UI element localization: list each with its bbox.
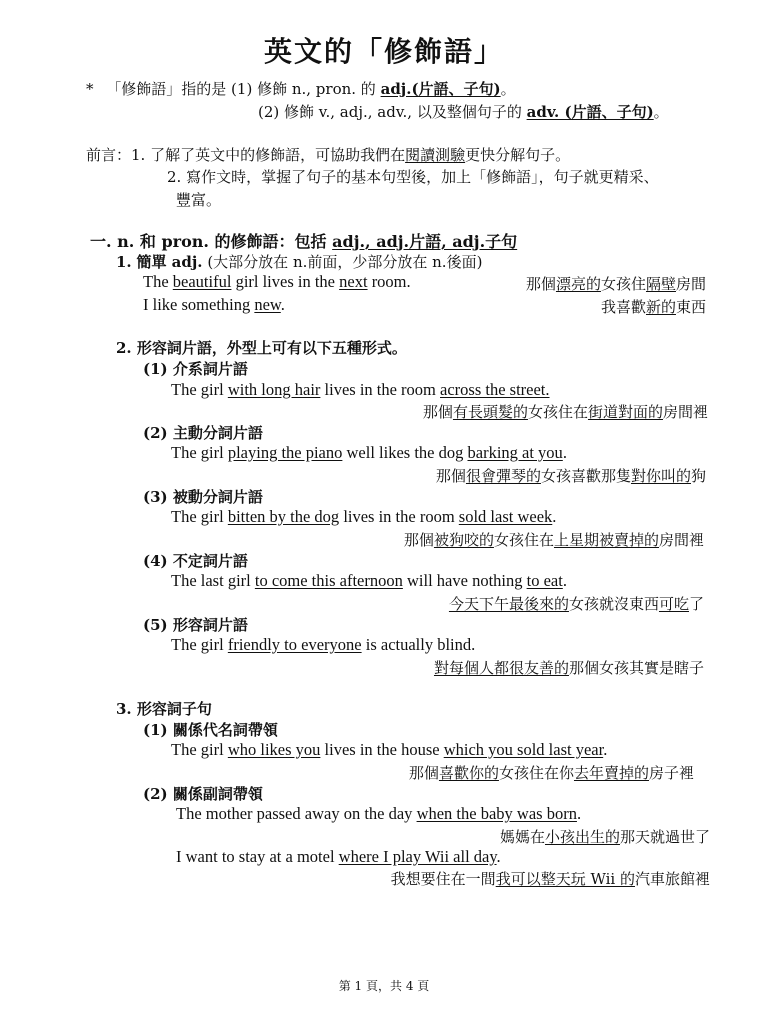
example-2-chinese <box>601 296 706 317</box>
ex1-underline-1: beautiful <box>172 272 232 291</box>
preface-underline: 閱讀測驗 <box>405 146 466 164</box>
section-2-item-5-chinese <box>434 657 704 678</box>
section-2-heading: 2. 形容詞片語，外型上可有以下五種形式。 <box>116 339 407 357</box>
zh-b: 那個女孩其實是瞎子 <box>568 659 704 677</box>
en-a: The girl <box>171 443 228 462</box>
section-2-item-1-label <box>143 358 248 379</box>
section-2-item-2-chinese <box>436 465 706 486</box>
preface-line-2: 2. 寫作文時，掌握了句子的基本句型後，加上「修飾語」，句子就更精采、 <box>167 168 659 186</box>
item-number: (4) <box>143 552 168 570</box>
en-b: lives in the house <box>320 740 444 759</box>
en-underline-1: bitten by the dog <box>227 507 340 526</box>
section-2-item-5-english <box>171 635 475 655</box>
section-2-item-4-english <box>171 571 567 591</box>
en-underline-2: which you sold last year <box>443 740 604 759</box>
zh2-a: 我想要住在一間 <box>390 870 496 888</box>
ex1-zh-a: 那個 <box>525 275 556 293</box>
en2-underline: where I play Wii all day <box>338 847 497 866</box>
item-label: 介系詞片語 <box>172 360 248 378</box>
zh2-underline: 我可以整天玩 Wii 的 <box>495 870 635 888</box>
section-1-heading-text: 一. n. 和 pron. 的修飾語：包括 <box>90 232 327 251</box>
zh-underline-1: 喜歡你的 <box>438 764 499 782</box>
intro-line-2 <box>258 101 669 122</box>
ex2-zh-b: 東西 <box>675 298 706 316</box>
section-3-item-1-chinese <box>409 762 694 783</box>
en-underline-2: across the street. <box>440 380 550 399</box>
ex1-text-a: The <box>143 272 173 291</box>
zh-a: 那個 <box>435 467 466 485</box>
zh-underline-2: 街道對面的 <box>587 403 663 421</box>
en-a: The girl <box>171 740 228 759</box>
section-1-sub-1 <box>116 251 482 272</box>
en-underline-1: to come this afternoon <box>254 571 403 590</box>
zh-c: 房子裡 <box>648 764 694 782</box>
section-1-heading-underline: adj., adj.片語, adj.子句 <box>332 232 518 251</box>
zh-underline-1: 被狗咬的 <box>433 531 494 549</box>
en-b: . <box>576 804 582 823</box>
example-1-chinese <box>526 273 706 294</box>
zh-c: 狗 <box>690 467 706 485</box>
preface-line-3: 豐富。 <box>176 191 222 209</box>
item-number: (1) <box>143 360 168 378</box>
zh-underline-1: 今天下午最後來的 <box>448 595 569 613</box>
en-underline-2: to eat <box>526 571 563 590</box>
en-c: . <box>552 507 557 526</box>
en-underline-1: friendly to everyone <box>227 635 362 654</box>
zh-b: 女孩住在你 <box>498 764 574 782</box>
en-c: . <box>562 443 567 462</box>
ex1-zh-underline-1: 漂亮的 <box>555 275 601 293</box>
en-a: The girl <box>171 380 228 399</box>
preface-line-1-end: 更快分解句子。 <box>465 146 571 164</box>
en-underline-2: barking at you <box>467 443 563 462</box>
zh-b: 那天就過世了 <box>619 828 710 846</box>
en-b: is actually blind. <box>361 635 476 654</box>
zh-underline-2: 對你叫的 <box>630 467 691 485</box>
example-2-english <box>143 295 285 315</box>
en-b: lives in the room <box>320 380 441 399</box>
ex1-text-b: girl lives in the <box>231 272 340 291</box>
section-2-item-3-chinese <box>404 529 704 550</box>
ex1-zh-c: 房間 <box>675 275 706 293</box>
example-1-english <box>143 272 411 292</box>
section-2-item-1-english <box>171 380 550 400</box>
zh-a: 那個 <box>403 531 434 549</box>
zh-underline-2: 可吃 <box>658 595 689 613</box>
ex1-zh-b: 女孩住 <box>600 275 646 293</box>
en-underline-2: sold last week <box>458 507 553 526</box>
en-a: The girl <box>171 635 228 654</box>
en-b: will have nothing <box>402 571 527 590</box>
item-label: 被動分詞片語 <box>172 488 263 506</box>
item-label: 主動分詞片語 <box>172 424 263 442</box>
ex2-underline: new <box>254 295 281 314</box>
en-b: lives in the room <box>339 507 459 526</box>
section-3-item-2-chinese <box>500 826 710 847</box>
section-2-item-2-label <box>143 422 263 443</box>
section-3-item-2-english <box>176 804 581 824</box>
section-2-item-3-label <box>143 486 263 507</box>
zh-c: 房間裡 <box>662 403 708 421</box>
zh-b: 女孩住在 <box>527 403 588 421</box>
zh-underline-1: 小孩出生的 <box>544 828 620 846</box>
item-number: (1) <box>143 721 168 739</box>
en2-b: . <box>496 847 501 866</box>
ex1-zh-underline-2: 隔壁 <box>645 275 676 293</box>
item-number: (3) <box>143 488 168 506</box>
intro-adj-phrase: adj.(片語、子句) <box>380 80 501 98</box>
zh-underline-2: 上星期被賣掉的 <box>553 531 659 549</box>
en-a: The last girl <box>171 571 255 590</box>
intro-line-1 <box>86 78 516 99</box>
zh-a: 媽媽在 <box>499 828 545 846</box>
zh-underline-1: 有長頭髮的 <box>452 403 528 421</box>
en-c: . <box>603 740 608 759</box>
en2-a: I want to stay at a motel <box>176 847 339 866</box>
en-a: The girl <box>171 507 228 526</box>
sub-1-label: 簡單 adj. <box>136 253 203 271</box>
section-2-item-2-english <box>171 443 567 463</box>
ex2-zh-a: 我喜歡 <box>600 298 646 316</box>
item-number: (2) <box>143 424 168 442</box>
zh-underline-2: 去年賣掉的 <box>573 764 649 782</box>
ex2-zh-underline: 新的 <box>645 298 676 316</box>
en-c: . <box>562 571 567 590</box>
en-underline-1: who likes you <box>227 740 321 759</box>
en-underline-1: when the baby was born <box>416 804 577 823</box>
intro-adv-phrase: adv. (片語、子句) <box>526 103 654 121</box>
en-underline-1: with long hair <box>227 380 321 399</box>
zh-b: 女孩就沒東西 <box>568 595 659 613</box>
en-underline-1: playing the piano <box>227 443 343 462</box>
intro-line-2-end: 。 <box>653 103 669 121</box>
item-label: 關係代名詞帶領 <box>172 721 278 739</box>
item-label: 形容詞片語 <box>172 616 248 634</box>
ex1-text-c: room. <box>367 272 411 291</box>
section-3-item-2-english-2 <box>176 847 501 867</box>
sub-1-number: 1. <box>116 253 132 271</box>
zh-c: 房間裡 <box>658 531 704 549</box>
section-2-item-4-label <box>143 550 248 571</box>
intro-line-1-text: 「修飾語」指的是 (1) 修飾 n., pron. 的 <box>106 80 376 98</box>
en-b: well likes the dog <box>342 443 468 462</box>
intro-line-2-text: (2) 修飾 v., adj., adv., 以及整個句子的 <box>258 103 522 121</box>
en-a: The mother passed away on the day <box>176 804 417 823</box>
section-3-item-2-chinese-2 <box>391 868 710 889</box>
zh-b: 女孩住在 <box>493 531 554 549</box>
preface-label: 前言：1. 了解了英文中的修飾語，可協助我們在 <box>86 146 406 164</box>
section-3-item-1-label <box>143 719 278 740</box>
page-footer: 第 1 頁，共 4 頁 <box>338 979 430 993</box>
ex2-text-a: I like something <box>143 295 255 314</box>
zh-underline-1: 很會彈琴的 <box>465 467 541 485</box>
zh-a: 那個 <box>422 403 453 421</box>
section-2-item-4-chinese <box>449 593 704 614</box>
item-number: (5) <box>143 616 168 634</box>
section-2-item-1-chinese <box>423 401 708 422</box>
section-3-heading: 3. 形容詞子句 <box>116 700 212 718</box>
section-2-item-3-english <box>171 507 556 527</box>
zh2-b: 汽車旅館裡 <box>634 870 710 888</box>
section-1-heading <box>90 229 517 252</box>
section-2-item-5-label <box>143 614 248 635</box>
ex1-underline-2: next <box>339 272 368 291</box>
intro-line-1-end: 。 <box>500 80 516 98</box>
zh-c: 了 <box>688 595 704 613</box>
preface-line-1 <box>86 144 570 165</box>
item-number: (2) <box>143 785 168 803</box>
section-3-item-2-label <box>143 783 263 804</box>
item-label: 不定詞片語 <box>172 552 248 570</box>
zh-b: 女孩喜歡那隻 <box>540 467 631 485</box>
sub-1-note: (大部分放在 n.前面，少部分放在 n.後面) <box>207 253 483 271</box>
bullet-star: * <box>86 80 94 98</box>
ex2-text-b: . <box>280 295 285 314</box>
zh-underline-1: 對每個人都很友善的 <box>433 659 569 677</box>
zh-a: 那個 <box>408 764 439 782</box>
page-title: 英文的「修飾語」 <box>263 35 504 68</box>
item-label: 關係副詞帶領 <box>172 785 263 803</box>
section-3-item-1-english <box>171 740 607 760</box>
